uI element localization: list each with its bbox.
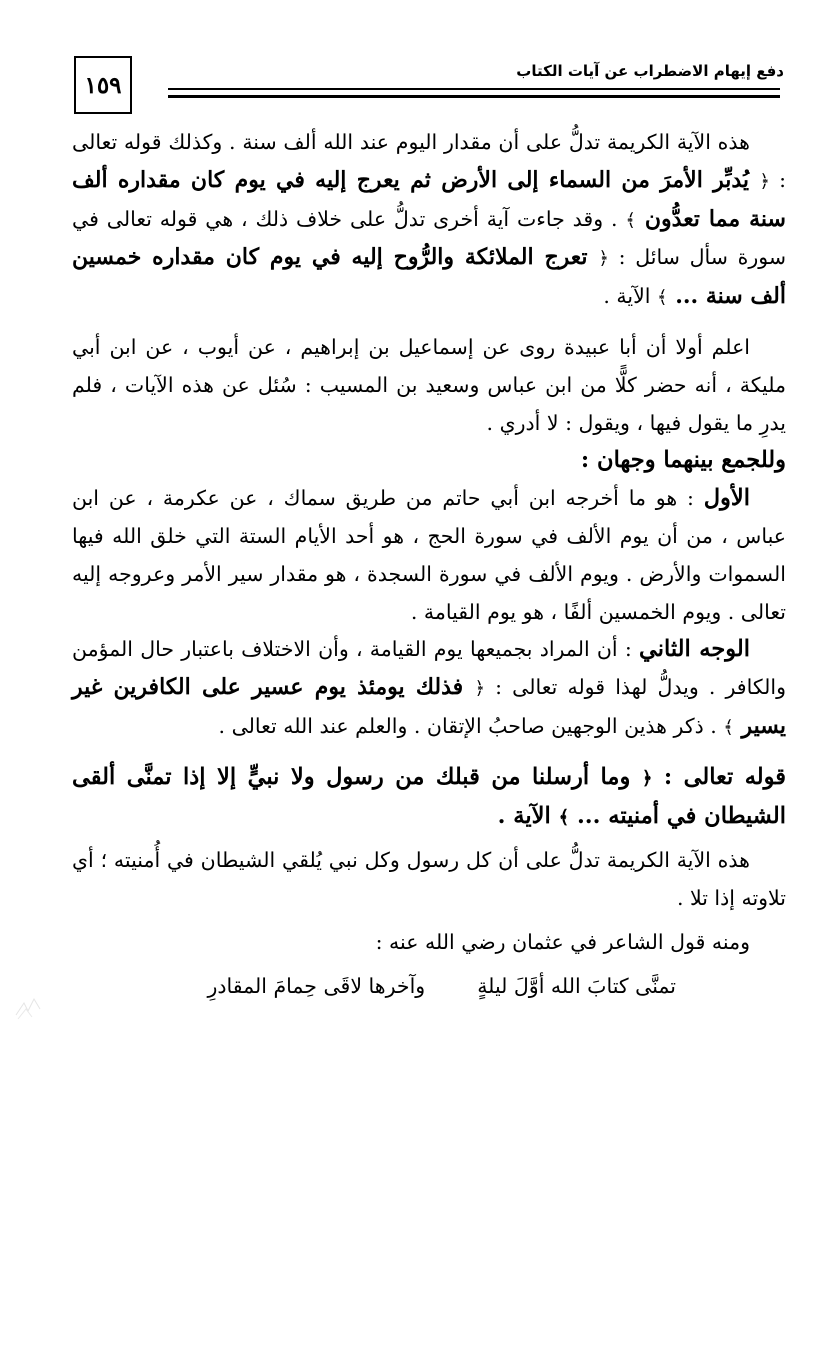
second-view-label: الوجه الثاني [638,636,750,663]
quran-bracket-open: ﴿ [598,248,609,270]
quran-bracket-close: ﴾ [625,209,636,231]
p1-text-a: هذه الآية الكريمة تدلُّ على أن مقدار اليوم عند الله ألف سنة . وكذلك قوله تعالى : [72,130,786,192]
quran-bracket-open: ﴿ [759,170,770,192]
page-number: ١٥٩ [74,56,132,114]
p1-quote: يُدبِّر الأمرَ من السماء إلى الأرض ثم يعرج إليه في يوم كان مقداره ألف سنة مما تعدُّون [72,166,786,232]
poem-verse [72,968,786,1006]
verse-heading [72,759,786,837]
first-view-label: الأول [703,485,750,512]
poem-hemistich-1: تمنَّى كتابَ الله أوَّلَ ليلةٍ [477,973,676,998]
p1-text-c: الآية . [603,284,658,309]
paragraph-second-view [72,631,786,746]
second-view-quote: فذلك يومئذ يوم عسير على الكافرين غير يسير [72,674,786,739]
quran-bracket-open: ﴿ [641,767,653,789]
verse-heading-b: الآية . [497,802,559,829]
verse-heading-a: قوله تعالى : [652,763,786,790]
quran-bracket-close: ﴾ [657,287,668,309]
first-view-text: : هو ما أخرجه ابن أبي حاتم من طريق سماك ، عن عكرمة ، عن ابن عباس ، من أن يوم الألف في سورة الحج ، هو أحد الأيام الستة التي خلق الله فيها السموات والأرض . ويوم الألف في سورة السجدة ، هو مقدار سير الأمر وعروجه إليه تعالى . ويوم الخمسين ألفًا ، هو يوم القيامة . [72,486,786,624]
verse-heading-quote: وما أرسلنا من قبلك من رسول ولا نبيٍّ إلا إذا تمنَّى ألقى الشيطان في أمنيته ... [72,763,786,829]
poem-hemistich-2: وآخرها لاقَى حِمامَ المقادرِ [207,973,426,998]
header-rule-thin [168,88,780,90]
paragraph-8: ومنه قول الشاعر في عثمان رضي الله عنه : [375,929,750,954]
page-body [72,124,786,1006]
second-view-text-b: . ذكر هذين الوجهين صاحبُ الإتقان . والعلم عند الله تعالى . [218,713,724,738]
p1-quote-2: تعرج الملائكة والرُّوح إليه في يوم كان مقداره خمسين ألف سنة ... [72,244,786,310]
scan-artifact [14,995,42,1021]
running-header-title: دفع إيهام الاضطراب عن آيات الكتاب [516,62,784,80]
paragraph-7: هذه الآية الكريمة تدلُّ على أن كل رسول وكل نبي يُلقي الشيطان في أُمنيته ؛ أي تلاوته إذا تلا . [72,848,786,911]
p1-text-b: . وقد جاءت آية أخرى تدلُّ على خلاف ذلك ، هي قوله تعالى في سورة سأل سائل : [72,206,786,270]
second-view-text-a: : أن المراد بجميعها يوم القيامة ، وأن الاختلاف باعتبار حال المؤمن والكافر . ويدلُّ لهذا قوله تعالى : [72,637,786,700]
section-heading: وللجمع بينهما وجهان : [580,447,786,474]
paragraph-1 [72,124,786,317]
header-rule-thick [168,95,780,98]
paragraph-first-view [72,480,786,631]
quran-bracket-close: ﴾ [558,806,570,828]
paragraph-2: اعلم أولا أن أبا عبيدة روى عن إسماعيل بن إبراهيم ، عن أيوب ، عن ابن أبي مليكة ، أنه حضر كلًّا من ابن عباس وسعيد بن المسيب : سُئل عن هذه الآيات ، فلم يدرِ ما يقول فيها ، ويقول : لا أدري . [72,334,786,435]
quran-bracket-open: ﴿ [474,678,486,700]
quran-bracket-close: ﴾ [723,716,734,738]
